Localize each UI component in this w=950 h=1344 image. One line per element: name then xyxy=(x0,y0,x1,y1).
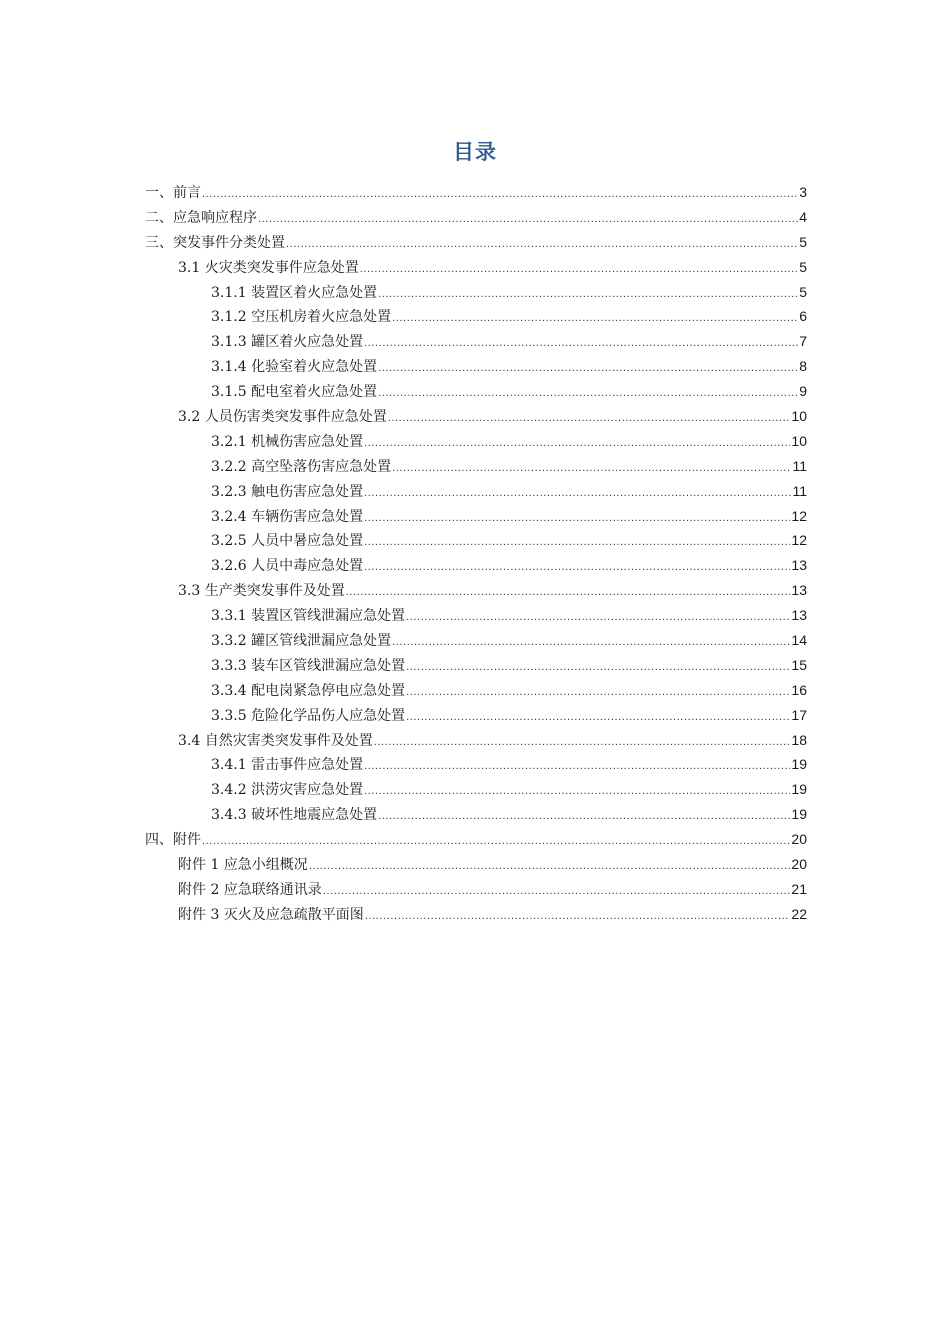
toc-page-number: 8 xyxy=(799,358,807,375)
toc-entry-title: 3.2.5 人员中暑应急处置 xyxy=(211,533,364,550)
toc-entry-title: 二、应急响应程序 xyxy=(145,209,257,226)
toc-entry[interactable] xyxy=(145,304,807,329)
table-of-contents xyxy=(145,180,807,927)
toc-dot-leader xyxy=(202,829,790,854)
toc-page-number: 3 xyxy=(799,184,807,200)
toc-entry[interactable] xyxy=(145,902,807,927)
toc-dot-leader xyxy=(378,282,798,307)
toc-entry[interactable] xyxy=(145,479,807,504)
toc-page-number: 5 xyxy=(799,258,807,275)
toc-entry-title: 四、附件 xyxy=(145,832,201,849)
toc-entry[interactable] xyxy=(145,852,807,877)
toc-dot-leader xyxy=(392,306,798,331)
toc-entry[interactable] xyxy=(145,255,807,280)
toc-page-number: 10 xyxy=(791,408,807,425)
toc-dot-leader xyxy=(364,506,790,531)
toc-page-number: 7 xyxy=(799,333,807,350)
toc-entry[interactable] xyxy=(145,777,807,802)
toc-entry-title: 三、突发事件分类处置 xyxy=(145,234,285,251)
toc-page-number: 4 xyxy=(799,208,807,225)
toc-dot-leader xyxy=(286,232,798,257)
toc-entry-title: 附件 1 应急小组概况 xyxy=(178,857,308,874)
toc-page-number: 5 xyxy=(799,233,807,250)
toc-dot-leader xyxy=(364,331,798,356)
toc-page-number: 19 xyxy=(791,806,807,823)
toc-page-number: 17 xyxy=(791,706,807,723)
toc-entry-title: 3.1.5 配电室着火应急处置 xyxy=(211,384,378,401)
toc-page-number: 18 xyxy=(791,731,807,748)
toc-entry[interactable] xyxy=(145,528,807,553)
toc-title: 目录 xyxy=(453,139,497,164)
toc-page-number: 14 xyxy=(791,632,807,649)
toc-entry[interactable] xyxy=(145,205,807,230)
toc-entry[interactable] xyxy=(145,678,807,703)
toc-dot-leader xyxy=(364,754,790,779)
toc-entry[interactable] xyxy=(145,653,807,678)
toc-page-number: 12 xyxy=(791,507,807,524)
toc-entry[interactable] xyxy=(145,230,807,255)
toc-dot-leader xyxy=(309,854,791,879)
toc-entry-title: 3.4.2 洪涝灾害应急处置 xyxy=(211,782,364,799)
toc-dot-leader xyxy=(364,779,790,804)
toc-entry-title: 3.4.3 破坏性地震应急处置 xyxy=(211,807,378,824)
toc-dot-leader xyxy=(360,257,798,282)
toc-page-number: 5 xyxy=(799,283,807,300)
toc-dot-leader xyxy=(406,605,790,630)
toc-entry-title: 3.4.1 雷击事件应急处置 xyxy=(211,757,364,774)
toc-entry-title: 3.1 火灾类突发事件应急处置 xyxy=(178,259,359,276)
toc-entry[interactable] xyxy=(145,802,807,827)
toc-page-number: 13 xyxy=(791,557,807,574)
toc-entry[interactable] xyxy=(145,703,807,728)
toc-entry-title: 3.3.5 危险化学品伤人应急处置 xyxy=(211,707,406,724)
toc-dot-leader xyxy=(378,356,798,381)
toc-entry-title: 3.1.4 化验室着火应急处置 xyxy=(211,359,378,376)
toc-page-number: 6 xyxy=(799,308,807,325)
toc-dot-leader xyxy=(374,730,791,755)
toc-entry-title: 3.3.2 罐区管线泄漏应急处置 xyxy=(211,633,392,650)
toc-entry-title: 3.2.4 车辆伤害应急处置 xyxy=(211,508,364,525)
toc-page-number: 20 xyxy=(791,856,807,873)
toc-page-number: 22 xyxy=(791,905,807,922)
toc-dot-leader xyxy=(406,655,790,680)
toc-page-number: 10 xyxy=(791,432,807,449)
toc-entry[interactable] xyxy=(145,329,807,354)
toc-dot-leader xyxy=(392,630,790,655)
toc-dot-leader xyxy=(258,207,798,232)
toc-dot-leader xyxy=(388,406,791,431)
toc-entry-title: 3.2.1 机械伤害应急处置 xyxy=(211,433,364,450)
toc-entry-title: 3.2.6 人员中毒应急处置 xyxy=(211,558,364,575)
toc-page-number: 15 xyxy=(791,656,807,673)
toc-entry-title: 一、前言 xyxy=(145,185,201,201)
toc-page-number: 12 xyxy=(791,532,807,549)
toc-page-number: 19 xyxy=(791,756,807,773)
toc-dot-leader xyxy=(392,456,791,481)
toc-page-number: 11 xyxy=(792,482,807,499)
toc-entry-title: 3.1.1 装置区着火应急处置 xyxy=(211,284,378,301)
toc-dot-leader xyxy=(364,431,790,456)
toc-entry[interactable] xyxy=(145,628,807,653)
toc-entry[interactable] xyxy=(145,280,807,305)
toc-dot-leader xyxy=(364,555,790,580)
toc-entry-title: 附件 3 灭火及应急疏散平面图 xyxy=(178,906,364,923)
toc-dot-leader xyxy=(202,182,798,207)
toc-entry[interactable] xyxy=(145,752,807,777)
toc-dot-leader xyxy=(406,680,790,705)
toc-entry[interactable] xyxy=(145,354,807,379)
toc-dot-leader xyxy=(406,705,790,730)
toc-page-number: 20 xyxy=(791,831,807,848)
toc-page-number: 13 xyxy=(791,582,807,599)
toc-entry[interactable] xyxy=(145,379,807,404)
toc-entry[interactable] xyxy=(145,429,807,454)
toc-entry-title: 3.4 自然灾害类突发事件及处置 xyxy=(178,732,373,749)
toc-entry[interactable] xyxy=(145,603,807,628)
toc-entry-title: 3.1.3 罐区着火应急处置 xyxy=(211,334,364,351)
toc-entry[interactable] xyxy=(145,578,807,603)
toc-entry[interactable] xyxy=(145,553,807,578)
toc-entry[interactable] xyxy=(145,180,807,205)
toc-dot-leader xyxy=(323,879,791,904)
toc-page-number: 19 xyxy=(791,781,807,798)
toc-entry[interactable] xyxy=(145,827,807,852)
toc-page-number: 9 xyxy=(799,383,807,400)
toc-entry-title: 3.3 生产类突发事件及处置 xyxy=(178,583,345,600)
toc-dot-leader xyxy=(364,530,790,555)
toc-entry[interactable] xyxy=(145,728,807,753)
toc-entry-title: 3.3.1 装置区管线泄漏应急处置 xyxy=(211,608,406,625)
toc-page-number: 16 xyxy=(791,681,807,698)
toc-entry[interactable] xyxy=(145,404,807,429)
toc-entry[interactable] xyxy=(145,454,807,479)
toc-entry[interactable] xyxy=(145,877,807,902)
toc-dot-leader xyxy=(378,381,798,406)
toc-dot-leader xyxy=(365,904,791,929)
toc-entry-title: 3.3.3 装车区管线泄漏应急处置 xyxy=(211,657,406,674)
toc-page-number: 11 xyxy=(792,457,807,474)
toc-entry-title: 附件 2 应急联络通讯录 xyxy=(178,881,322,898)
toc-dot-leader xyxy=(364,481,791,506)
toc-page-number: 21 xyxy=(791,880,807,897)
toc-entry-title: 3.2.2 高空坠落伤害应急处置 xyxy=(211,458,392,475)
toc-entry-title: 3.3.4 配电岗紧急停电应急处置 xyxy=(211,682,406,699)
toc-page-number: 13 xyxy=(791,607,807,624)
toc-entry-title: 3.2.3 触电伤害应急处置 xyxy=(211,483,364,500)
toc-dot-leader xyxy=(378,804,790,829)
toc-entry[interactable] xyxy=(145,504,807,529)
toc-entry-title: 3.1.2 空压机房着火应急处置 xyxy=(211,309,392,326)
toc-dot-leader xyxy=(346,580,791,605)
toc-entry-title: 3.2 人员伤害类突发事件应急处置 xyxy=(178,409,387,426)
